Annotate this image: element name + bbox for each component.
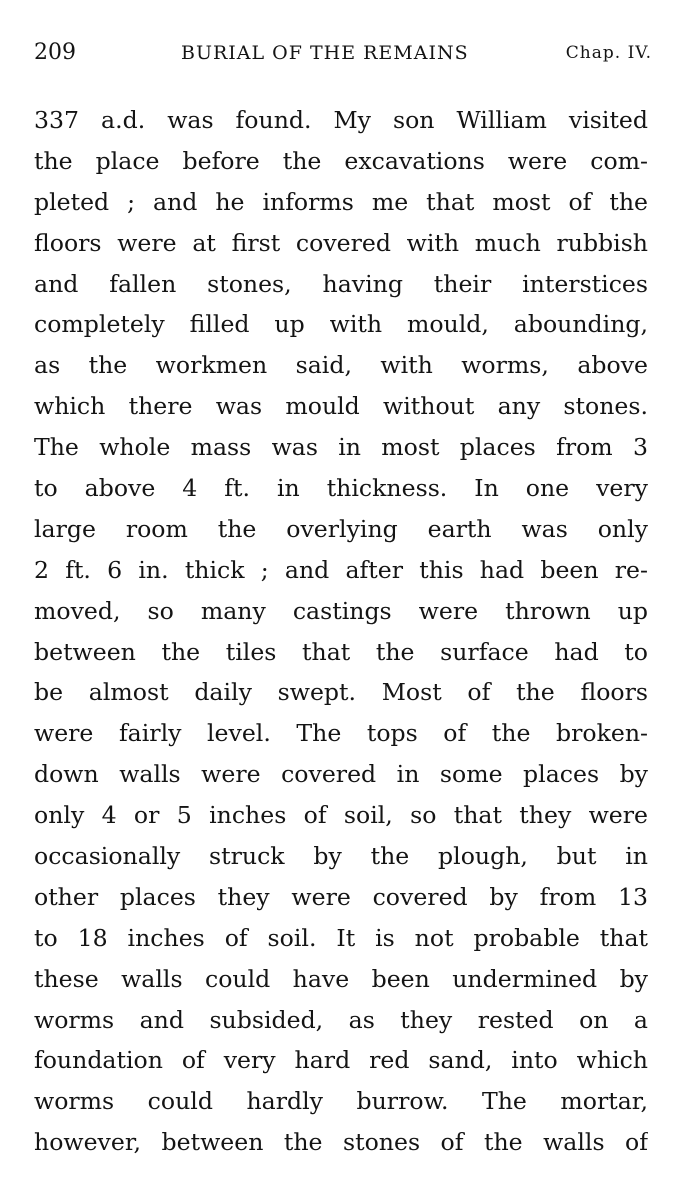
chapter-label: Chap. IV. bbox=[565, 43, 652, 63]
text-line: worms could hardly burrow. The mortar, bbox=[34, 1087, 648, 1116]
text-line: the place before the excavations were com- bbox=[34, 146, 648, 175]
text-line: down walls were covered in some places by bbox=[34, 760, 648, 789]
text-line: be almost daily swept. Most of the floors bbox=[34, 678, 648, 707]
text-line: moved, so many castings were thrown up bbox=[34, 596, 648, 625]
text-line: floors were at first covered with much rubbish bbox=[34, 228, 648, 257]
text-line: were fairly level. The tops of the broken- bbox=[34, 719, 648, 748]
text-line: other places they were covered by from 13 bbox=[34, 882, 648, 911]
text-line: only 4 or 5 inches of soil, so that they were bbox=[34, 801, 648, 830]
text-line: 2 ft. 6 in. thick ; and after this had been re- bbox=[34, 555, 648, 584]
text-line: occasionally struck by the plough, but in bbox=[34, 842, 648, 871]
text-line: completely filled up with mould, abounding, bbox=[34, 310, 648, 339]
text-line: The whole mass was in most places from 3 bbox=[34, 433, 648, 462]
text-line: foundation of very hard red sand, into which bbox=[34, 1046, 648, 1075]
text-line: as the workmen said, with worms, above bbox=[34, 351, 648, 380]
text-line: 337 a.d. was found. My son William visited bbox=[34, 106, 648, 134]
body-text bbox=[34, 100, 648, 1163]
running-title: BURIAL OF THE REMAINS bbox=[181, 42, 469, 64]
text-line: these walls could have been undermined by bbox=[34, 964, 648, 993]
text-line: between the tiles that the surface had to bbox=[34, 637, 648, 666]
text-line: which there was mould without any stones. bbox=[34, 392, 648, 421]
text-line: to above 4 ft. in thickness. In one very bbox=[34, 474, 648, 503]
text-line: to 18 inches of soil. It is not probable that bbox=[34, 923, 648, 952]
text-line: however, between the stones of the walls of bbox=[34, 1128, 648, 1157]
page-header bbox=[34, 40, 652, 74]
text-line: large room the overlying earth was only bbox=[34, 514, 648, 543]
page-number: 209 bbox=[34, 40, 76, 65]
text-line: worms and subsided, as they rested on a bbox=[34, 1005, 648, 1034]
text-line: pleted ; and he informs me that most of the bbox=[34, 187, 648, 216]
text-line: and fallen stones, having their interstices bbox=[34, 269, 648, 298]
